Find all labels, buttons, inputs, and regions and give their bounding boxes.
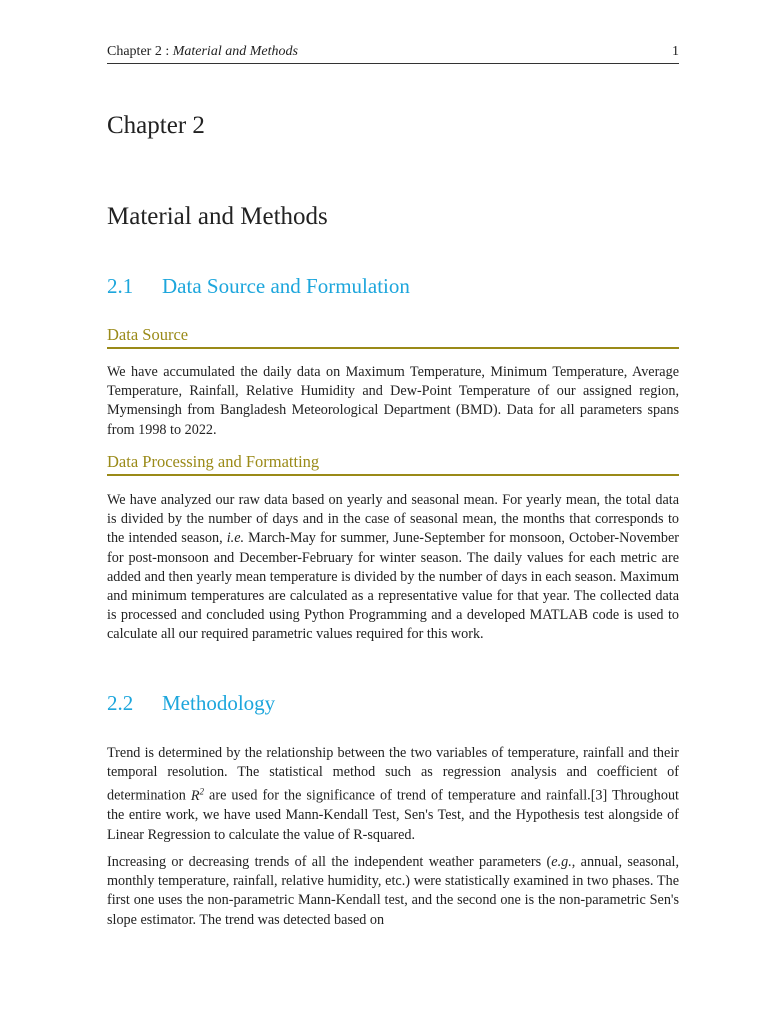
r-symbol: R [190,788,200,805]
running-header-title [107,43,298,61]
subsection-heading-data-source: Data Source [107,325,679,349]
header-chapter-prefix: Chapter 2 : [107,44,170,59]
section-heading-2-1 [107,274,410,299]
running-header [107,43,679,64]
paragraph-text: are used for the significance of trend of temperature and rainfall.[3] Throughout the entire work, we have used Mann-Kendall Test, Sen's Test, and the Hypothesis test alongside of Linear Regression to calculate the value of R-squared. [107,788,680,843]
paragraph-data-processing [107,491,679,645]
section-number: 2.2 [107,691,134,715]
eg-abbreviation: e.g. [551,854,572,870]
paragraph-text: We have analyzed our raw data based on yearly and seasonal mean. For yearly mean, the total data is divided by the number of days and in the case of seasonal mean, the months that corresponds to the intended season, [107,492,679,547]
header-chapter-name: Material and Methods [172,44,298,59]
section-title: Data Source and Formulation [162,274,410,298]
paragraph-text: March-May for summer, June-September for monsoon, October-November for post-monsoon and December-February for winter season. The daily values for each metric are added and then yearly mean temperature is divided by the number of days in each season. Maximum and minimum temperatures are calculated as a representative value for that year. The collected data is processed and concluded using Python Programming and a developed MATLAB code is used to calculate all our required parametric values required for this work. [107,530,679,643]
paragraph-text: Increasing or decreasing trends of all the independent weather parameters ( [107,854,552,870]
paragraph-text: Trend is determined by the relationship between the two variables of temperature, rainfall and their temporal resolution. The statistical method such as regression analysis and coefficient of determination [107,745,679,805]
chapter-label: Chapter 2 [107,112,205,139]
paragraph-text: , annual, seasonal, monthly temperature, rainfall, relative humidity, etc.) were statistically examined in two phases. The first one uses the non-parametric Mann-Kendall test, and the second one is the non-parametric Sen's slope estimator. The trend was detected based on [107,854,679,928]
r-superscript: 2 [199,786,205,797]
r-squared-symbol [191,788,204,804]
chapter-title: Material and Methods [107,203,328,230]
paragraph-methodology-1 [107,744,679,845]
section-heading-2-2 [107,691,275,716]
section-number: 2.1 [107,274,134,298]
page-number: 1 [672,44,679,59]
section-title: Methodology [162,691,276,715]
ie-abbreviation: i.e. [226,530,245,547]
paragraph-methodology-2 [107,853,679,930]
paragraph-data-source: We have accumulated the daily data on Maximum Temperature, Minimum Temperature, Average Temperature, Rainfall, Relative Humidity and Dew-Point Temperature of our assigned region, Mymensingh from Bangladesh Meteorological Department (BMD). Data for all parameters spans from 1998 to 2022. [107,364,679,438]
subsection-heading-data-processing: Data Processing and Formatting [107,452,679,476]
